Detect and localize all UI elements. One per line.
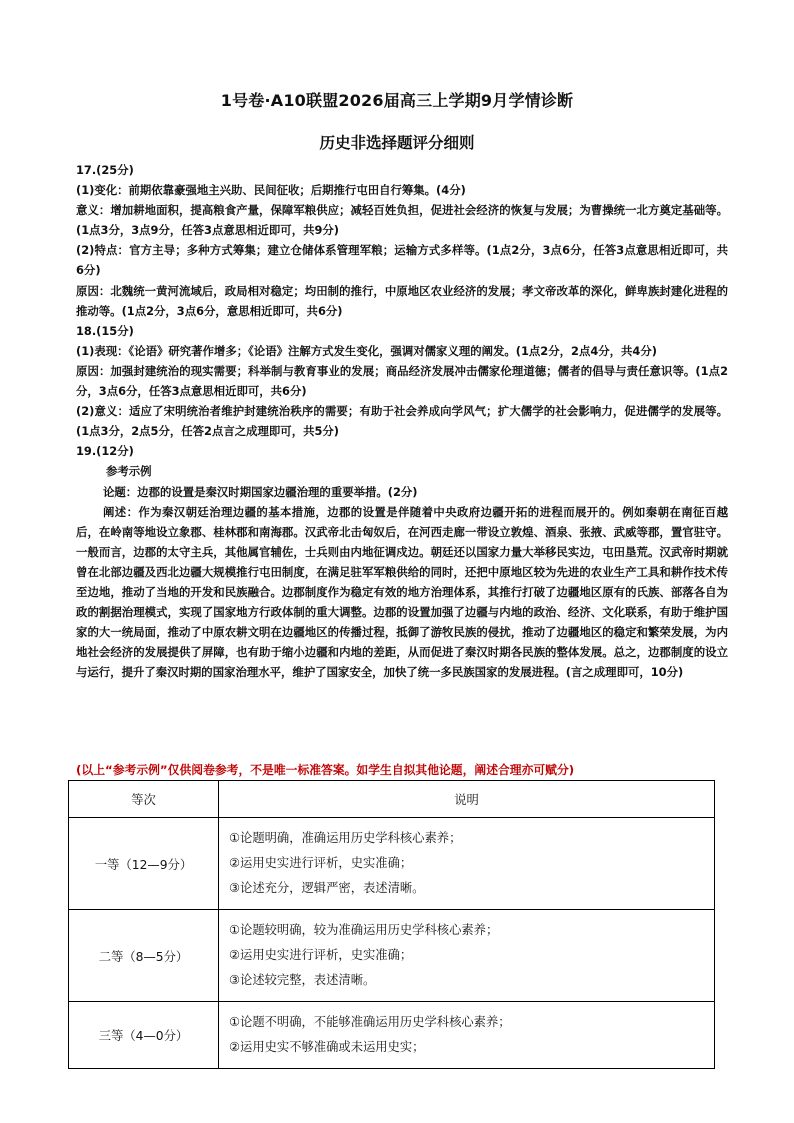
q19-heading: 19.(12分)	[76, 444, 134, 459]
document-title: 1号卷·A10联盟2026届高三上学期9月学情诊断	[220, 91, 574, 110]
q19-argument: 阐述：作为秦汉朝廷治理边疆的基本措施，边郡的设置是伴随着中央政府边疆开拓的进程而展开的。例如秦朝在南征百越后，在岭南等地设立象郡、桂林郡和南海郡。汉武帝北击匈奴后，在河西走廊一带设立敦煌、酒泉、张掖、武威等郡，置官驻守。一般而言，边郡的太守主兵，其他属官辅佐，士兵则由内地征调戍边。朝廷还以国家力量大举移民实边，屯田垦荒。汉武帝时期就曾在北部边疆及西北边疆大规模推行屯田制度，在满足驻军军粮供给的同时，还把中原地区较为先进的农业生产工具和耕作技术传至边地，推动了当地的开发和民族融合。边郡制度作为稳定有效的地方治理体系，其推行打破了边疆地区原有的氏族、部落各自为政的割据治理模式，实现了国家地方行政体制的重大调整。边郡的设置加强了边疆与内地的政治、经济、文化联系，有助于维护国家的大一统局面，推动了中原农耕文明在边疆地区的传播过程，抵御了游牧民族的侵扰，推动了边疆地区的稳定和繁荣发展，为内地社会经济的发展提供了屏障，也有助于缩小边疆和内地的差距，从而促进了秦汉时期各民族的整体发展。总之，边郡制度的设立与运行，提升了秦汉时期的国家治理水平，维护了国家安全，加快了统一多民族国家的发展进程。(言之成理即可，10分)	[76, 504, 728, 680]
q19-thesis: 论题：边郡的设置是秦汉时期国家边疆治理的重要举措。(2分)	[103, 484, 418, 499]
q17-part2-reason: 原因：北魏统一黄河流域后，政局相对稳定；均田制的推行，中原地区农业经济的发展；孝文帝改革的深化，鲜卑族封建化进程的推动等。(1点2分，3点6分，意思相近即可，共6分)	[76, 283, 728, 318]
document-subtitle: 历史非选择题评分细则	[319, 134, 475, 152]
criterion: ①论题不明确，不能够准确运用历史学科核心素养；	[229, 1015, 511, 1029]
q17-part2-feature: (2)特点：官方主导；多种方式筹集；建立仓储体系管理军粮；运输方式多样等。(1点2分，3点6分，任答3点意思相近即可，共6分)	[76, 243, 728, 278]
criterion: ③论述较完整，表述清晰。	[229, 973, 376, 987]
q17-part1-meaning: 意义：增加耕地面积，提高粮食产量，保障军粮供应；减轻百姓负担，促进社会经济的恢复与发展；为曹操统一北方奠定基础等。(1点3分，3点9分，任答3点意思相近即可，共9分)	[76, 203, 728, 238]
grade-description	[219, 818, 715, 910]
grade-description	[219, 910, 715, 1002]
header-description: 说明	[219, 781, 715, 818]
grade-level: 一等（12—9分）	[69, 818, 219, 910]
q17-heading: 17.(25分)	[76, 163, 134, 177]
grade-level: 二等（8—5分）	[69, 910, 219, 1002]
q18-heading: 18.(15分)	[76, 323, 134, 338]
q19-example-label: 参考示例	[106, 464, 152, 479]
criterion: ①论题明确，准确运用历史学科核心素养；	[229, 831, 462, 845]
criterion: ②运用史实不够准确或未运用史实；	[229, 1040, 425, 1054]
grade-level: 三等（4—0分）	[69, 1002, 219, 1069]
table-row	[69, 1002, 715, 1069]
table-row	[69, 910, 715, 1002]
grade-description	[219, 1002, 715, 1069]
q17-part1-change: (1)变化：前期依靠豪强地主兴助、民间征收；后期推行屯田自行筹集。(4分)	[76, 183, 466, 198]
q18-part1-performance: (1)表现：《论语》研究著作增多；《论语》注解方式发生变化，强调对儒家义理的阐发。(1点2分，2点4分，共4分)	[76, 343, 657, 358]
header-level: 等次	[69, 781, 219, 818]
table-row	[69, 818, 715, 910]
criterion: ②运用史实进行评析，史实准确；	[229, 948, 413, 962]
grading-table-header	[69, 781, 715, 818]
answer-body	[76, 160, 728, 682]
q18-part2-meaning: (2)意义：适应了宋明统治者维护封建统治秩序的需要；有助于社会养成向学风气；扩大儒学的社会影响力，促进儒学的发展等。(1点3分，2点5分，任答2点言之成理即可，共5分)	[76, 404, 728, 439]
grading-table	[68, 780, 715, 1069]
criterion: ①论题较明确，较为准确运用历史学科核心素养；	[229, 923, 499, 937]
criterion: ③论述充分，逻辑严密，表述清晰。	[229, 881, 425, 895]
reference-note: (以上“参考示例”仅供阅卷参考，不是唯一标准答案。如学生自拟其他论题，阐述合理亦可赋分)	[76, 763, 575, 777]
criterion: ②运用史实进行评析，史实准确；	[229, 856, 413, 870]
q18-part1-reason: 原因：加强封建统治的现实需要；科举制与教育事业的发展；商品经济发展冲击儒家伦理道德；儒者的倡导与责任意识等。(1点2分，3点6分，任答3点意思相近即可，共6分)	[76, 363, 728, 399]
